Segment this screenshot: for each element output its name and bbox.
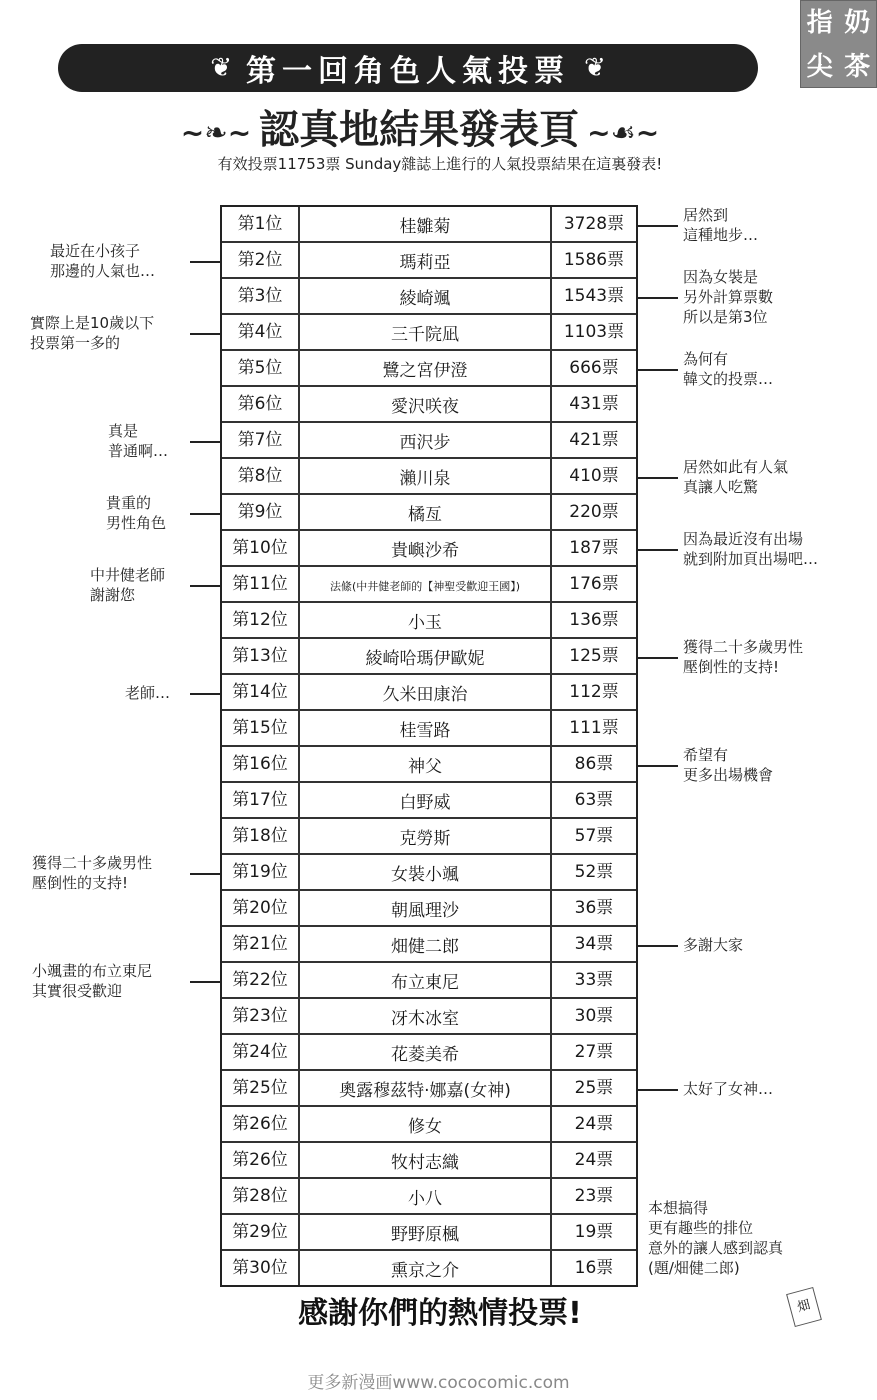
table-row — [222, 1251, 636, 1285]
rank-cell: 第3位 — [222, 279, 300, 313]
note-line: 壓倒性的支持! — [683, 658, 780, 676]
votes-cell: 24票 — [574, 1150, 614, 1170]
table-row — [222, 279, 636, 315]
note-line: 希望有 — [683, 746, 729, 764]
note-line: 謝謝您 — [90, 586, 136, 604]
note-right — [683, 637, 803, 677]
note-right — [683, 1079, 773, 1099]
note-right — [683, 349, 773, 389]
connector-line — [190, 261, 220, 263]
votes-cell: 220票 — [569, 502, 619, 522]
votes-cell: 431票 — [569, 394, 619, 414]
thanks-message: 感謝你們的熱情投票! — [298, 1296, 582, 1331]
page-title: 認真地結果發表頁 — [259, 107, 580, 153]
rank-cell: 第21位 — [222, 927, 300, 961]
table-row — [222, 315, 636, 351]
rank-cell: 第11位 — [222, 567, 300, 601]
note-line: 另外計算票數 — [683, 288, 774, 306]
note-left — [108, 421, 168, 461]
rank-cell: 第25位 — [222, 1071, 300, 1105]
table-row — [222, 1143, 636, 1179]
note-line: 本想搞得 — [648, 1199, 709, 1217]
note-right — [683, 205, 758, 245]
table-row — [222, 639, 636, 675]
votes-cell: 125票 — [569, 646, 619, 666]
note-right — [683, 935, 743, 955]
note-line: 那邊的人氣也… — [50, 262, 156, 280]
votes-cell: 30票 — [574, 1006, 614, 1026]
note-line: 實際上是10歲以下 — [30, 314, 155, 332]
rank-cell: 第24位 — [222, 1035, 300, 1069]
name-cell: 綾崎颯 — [300, 279, 552, 313]
rank-cell: 第6位 — [222, 387, 300, 421]
table-row — [222, 243, 636, 279]
rank-cell: 第4位 — [222, 315, 300, 349]
rank-cell: 第18位 — [222, 819, 300, 853]
note-line: 獲得二十多歲男性 — [32, 854, 153, 872]
votes-cell: 3728票 — [563, 214, 625, 234]
rank-cell: 第8位 — [222, 459, 300, 493]
note-line: 真是 — [108, 422, 139, 440]
votes-cell: 27票 — [574, 1042, 614, 1062]
note-line: 投票第一多的 — [30, 334, 121, 352]
table-row — [222, 747, 636, 783]
closing-note — [648, 1198, 783, 1278]
table-row — [222, 459, 636, 495]
connector-line — [190, 513, 220, 515]
table-row — [222, 963, 636, 999]
connector-line — [190, 441, 220, 443]
ornament-icon: ❦ — [584, 53, 606, 83]
votes-cell: 86票 — [574, 754, 614, 774]
rank-cell: 第16位 — [222, 747, 300, 781]
connector-line — [638, 549, 678, 551]
banner-title: 第一回角色人氣投票 — [246, 54, 570, 89]
name-cell: 西沢步 — [300, 423, 552, 457]
connector-line — [638, 1089, 678, 1091]
rank-cell: 第22位 — [222, 963, 300, 997]
note-line: 最近在小孩子 — [50, 242, 141, 260]
table-row — [222, 207, 636, 243]
name-cell: 布立東尼 — [300, 963, 552, 997]
note-line: 就到附加頁出場吧… — [683, 550, 819, 568]
note-line: 為何有 — [683, 350, 729, 368]
connector-line — [638, 657, 678, 659]
connector-line — [190, 873, 220, 875]
logo-char: 指 — [806, 8, 833, 38]
connector-line — [190, 693, 220, 695]
name-cell: 神父 — [300, 747, 552, 781]
logo-char: 尖 — [806, 52, 833, 82]
name-cell: 法絛(中井健老師的【神聖受歡迎王國】) — [300, 567, 552, 601]
rank-cell: 第9位 — [222, 495, 300, 529]
watermark-footer: 更多新漫画www.cococomic.com — [307, 1373, 570, 1393]
note-line: 壓倒性的支持! — [32, 874, 129, 892]
note-right — [683, 529, 818, 569]
rank-cell: 第14位 — [222, 675, 300, 709]
flourish-icon: ~☙~ — [587, 115, 660, 149]
votes-cell: 1586票 — [563, 250, 625, 270]
table-row — [222, 387, 636, 423]
votes-cell: 63票 — [574, 790, 614, 810]
rank-cell: 第5位 — [222, 351, 300, 385]
rank-cell: 第12位 — [222, 603, 300, 637]
name-cell: 桂雪路 — [300, 711, 552, 745]
connector-line — [190, 981, 220, 983]
note-line: 獲得二十多歲男性 — [683, 638, 804, 656]
name-cell: 克勞斯 — [300, 819, 552, 853]
votes-cell: 34票 — [574, 934, 614, 954]
votes-cell: 52票 — [574, 862, 614, 882]
votes-cell: 1543票 — [563, 286, 625, 306]
table-row — [222, 1107, 636, 1143]
table-row — [222, 1071, 636, 1107]
name-cell: 愛沢咲夜 — [300, 387, 552, 421]
votes-cell: 111票 — [569, 718, 619, 738]
author-signature: 畑 — [786, 1287, 822, 1327]
table-row — [222, 783, 636, 819]
note-line: 居然如此有人氣 — [683, 458, 789, 476]
note-line: 其實很受歡迎 — [32, 982, 123, 1000]
note-left — [125, 683, 170, 703]
rank-cell: 第2位 — [222, 243, 300, 277]
note-left — [32, 853, 152, 893]
note-line: 貴重的 — [106, 494, 152, 512]
logo-char: 茶 — [844, 52, 871, 82]
note-line: 多謝大家 — [683, 936, 744, 954]
name-cell: 女裝小颯 — [300, 855, 552, 889]
note-left — [106, 493, 166, 533]
name-cell: 瑪莉亞 — [300, 243, 552, 277]
votes-cell: 25票 — [574, 1078, 614, 1098]
connector-line — [638, 945, 678, 947]
table-row — [222, 1035, 636, 1071]
note-left — [50, 241, 155, 281]
note-line: 中井健老師 — [90, 566, 166, 584]
name-cell: 畑健二郎 — [300, 927, 552, 961]
rank-cell: 第20位 — [222, 891, 300, 925]
note-line: 真讓人吃驚 — [683, 478, 759, 496]
table-row — [222, 855, 636, 891]
table-row — [222, 675, 636, 711]
votes-cell: 24票 — [574, 1114, 614, 1134]
note-line: 普通啊… — [108, 442, 169, 460]
rank-cell: 第26位 — [222, 1143, 300, 1177]
note-line: 這種地步… — [683, 226, 759, 244]
table-row — [222, 1215, 636, 1251]
votes-cell: 36票 — [574, 898, 614, 918]
note-line: 因為女裝是 — [683, 268, 759, 286]
name-cell: 橘亙 — [300, 495, 552, 529]
rank-cell: 第7位 — [222, 423, 300, 457]
table-row — [222, 1179, 636, 1215]
note-left — [90, 565, 165, 605]
votes-cell: 33票 — [574, 970, 614, 990]
votes-cell: 666票 — [569, 358, 619, 378]
name-cell: 久米田康治 — [300, 675, 552, 709]
note-line: 老師… — [125, 684, 171, 702]
rank-cell: 第1位 — [222, 207, 300, 241]
table-row — [222, 603, 636, 639]
note-right — [683, 457, 788, 497]
rank-cell: 第29位 — [222, 1215, 300, 1249]
votes-cell: 187票 — [569, 538, 619, 558]
note-line: 更多出場機會 — [683, 766, 774, 784]
votes-cell: 136票 — [569, 610, 619, 630]
connector-line — [638, 477, 678, 479]
note-line: 因為最近沒有出場 — [683, 530, 804, 548]
table-row — [222, 567, 636, 603]
ranking-table — [220, 205, 638, 1287]
votes-cell: 1103票 — [563, 322, 625, 342]
name-cell: 小八 — [300, 1179, 552, 1213]
votes-cell: 421票 — [569, 430, 619, 450]
banner-title-bar — [58, 44, 758, 92]
logo-char: 奶 — [844, 8, 871, 38]
votes-cell: 23票 — [574, 1186, 614, 1206]
connector-line — [638, 225, 678, 227]
note-left — [32, 961, 152, 1001]
page-title-block — [130, 98, 710, 155]
connector-line — [190, 333, 220, 335]
table-row — [222, 819, 636, 855]
flourish-icon: ~❧~ — [180, 115, 252, 149]
connector-line — [638, 765, 678, 767]
ornament-icon: ❦ — [210, 53, 232, 83]
note-line: 韓文的投票… — [683, 370, 774, 388]
votes-cell: 16票 — [574, 1258, 614, 1278]
rank-cell: 第19位 — [222, 855, 300, 889]
table-row — [222, 423, 636, 459]
table-row — [222, 531, 636, 567]
votes-cell: 19票 — [574, 1222, 614, 1242]
name-cell: 小玉 — [300, 603, 552, 637]
connector-line — [190, 585, 220, 587]
rank-cell: 第30位 — [222, 1251, 300, 1285]
votes-cell: 57票 — [574, 826, 614, 846]
note-line: 小颯畫的布立東尼 — [32, 962, 153, 980]
note-line: 更有趣些的排位 — [648, 1219, 754, 1237]
name-cell: 牧村志織 — [300, 1143, 552, 1177]
rank-cell: 第17位 — [222, 783, 300, 817]
rank-cell: 第23位 — [222, 999, 300, 1033]
table-row — [222, 999, 636, 1035]
name-cell: 瀨川泉 — [300, 459, 552, 493]
note-right — [683, 745, 773, 785]
votes-cell: 410票 — [569, 466, 619, 486]
note-line: (題/畑健二郎) — [648, 1259, 740, 1277]
connector-line — [638, 297, 678, 299]
name-cell: 貴嶼沙希 — [300, 531, 552, 565]
name-cell: 三千院凪 — [300, 315, 552, 349]
note-left — [30, 313, 154, 353]
table-row — [222, 495, 636, 531]
rank-cell: 第10位 — [222, 531, 300, 565]
table-row — [222, 711, 636, 747]
rank-cell: 第28位 — [222, 1179, 300, 1213]
note-line: 居然到 — [683, 206, 729, 224]
name-cell: 熏京之介 — [300, 1251, 552, 1285]
rank-cell: 第15位 — [222, 711, 300, 745]
name-cell: 奧露穆茲特·娜嘉(女神) — [300, 1071, 552, 1105]
site-logo — [800, 0, 877, 88]
name-cell: 修女 — [300, 1107, 552, 1141]
note-line: 所以是第3位 — [683, 308, 768, 326]
name-cell: 朝風理沙 — [300, 891, 552, 925]
table-row — [222, 927, 636, 963]
name-cell: 鷺之宮伊澄 — [300, 351, 552, 385]
votes-cell: 112票 — [569, 682, 619, 702]
name-cell: 野野原楓 — [300, 1215, 552, 1249]
name-cell: 花菱美希 — [300, 1035, 552, 1069]
table-row — [222, 351, 636, 387]
subtitle: 有效投票11753票 Sunday雜誌上進行的人氣投票結果在這裏發表! — [217, 155, 663, 173]
note-line: 太好了女神… — [683, 1080, 774, 1098]
connector-line — [638, 369, 678, 371]
votes-cell: 176票 — [569, 574, 619, 594]
name-cell: 冴木冰室 — [300, 999, 552, 1033]
rank-cell: 第13位 — [222, 639, 300, 673]
name-cell: 白野威 — [300, 783, 552, 817]
note-line: 意外的讓人感到認真 — [648, 1239, 784, 1257]
rank-cell: 第26位 — [222, 1107, 300, 1141]
table-row — [222, 891, 636, 927]
note-right — [683, 267, 773, 327]
name-cell: 綾崎哈瑪伊歐妮 — [300, 639, 552, 673]
name-cell: 桂雛菊 — [300, 207, 552, 241]
note-line: 男性角色 — [106, 514, 167, 532]
